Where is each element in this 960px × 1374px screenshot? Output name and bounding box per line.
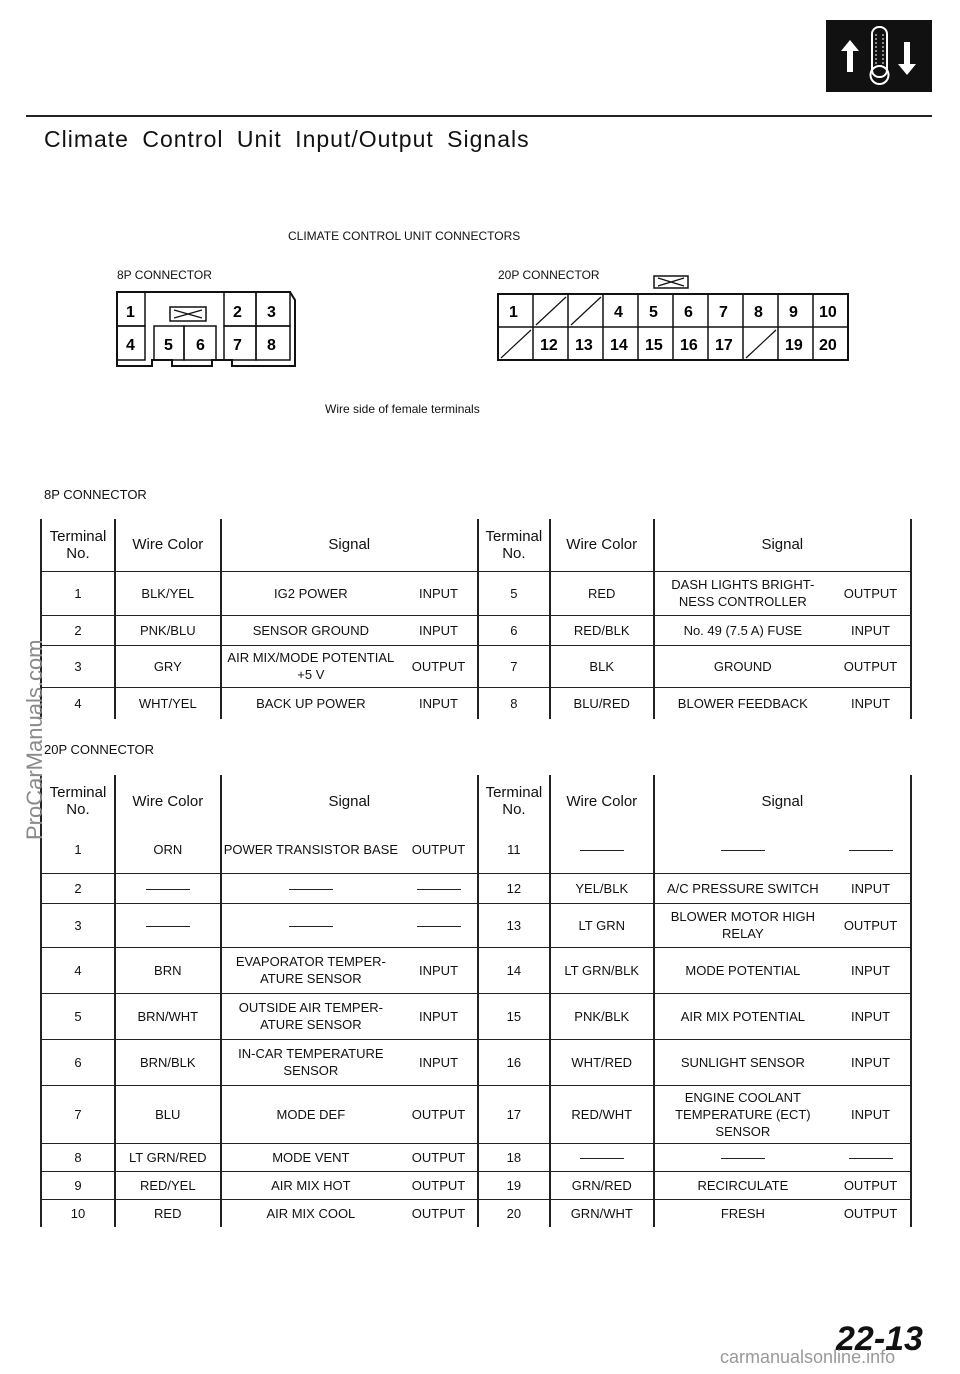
io-cell: INPUT <box>831 615 911 645</box>
climate-control-icon <box>826 20 932 92</box>
io-cell: INPUT <box>831 687 911 719</box>
connectors-title: CLIMATE CONTROL UNIT CONNECTORS <box>288 229 521 243</box>
terminal-cell: 15 <box>478 993 550 1039</box>
dash-mark <box>849 850 893 851</box>
terminal-cell: 1 <box>41 571 115 615</box>
signal-cell <box>221 903 400 947</box>
terminal-cell: 13 <box>478 903 550 947</box>
section-8p-title: 8P CONNECTOR <box>44 487 147 502</box>
wire-color-cell: LT GRN/BLK <box>550 947 654 993</box>
terminal-cell: 20 <box>478 1199 550 1227</box>
pin-8p-1: 1 <box>126 304 135 321</box>
pin-20p-7: 7 <box>719 304 728 321</box>
table-row <box>41 1171 911 1199</box>
table-row <box>41 993 911 1039</box>
wire-color-cell: GRN/RED <box>550 1171 654 1199</box>
pin-20p-9: 9 <box>789 304 798 321</box>
terminal-cell: 3 <box>41 645 115 687</box>
signal-cell: AIR MIX POTENTIAL <box>654 993 831 1039</box>
signal-cell: BLOWER FEEDBACK <box>654 687 831 719</box>
signal-cell <box>221 873 400 903</box>
wire-color-cell: RED/BLK <box>550 615 654 645</box>
wire-color-cell: RED/WHT <box>550 1085 654 1143</box>
wire-color-cell: PNK/BLU <box>115 615 221 645</box>
dash-mark <box>580 1158 624 1159</box>
io-cell: INPUT <box>831 947 911 993</box>
io-cell: OUTPUT <box>831 1171 911 1199</box>
io-cell: OUTPUT <box>400 645 478 687</box>
pin-20p-19: 19 <box>785 337 803 354</box>
wire-color-cell <box>115 873 221 903</box>
signal-cell: OUTSIDE AIR TEMPER- ATURE SENSOR <box>221 993 400 1039</box>
signal-cell <box>654 827 831 873</box>
terminal-cell: 6 <box>478 615 550 645</box>
wire-color-cell: LT GRN/RED <box>115 1143 221 1171</box>
io-cell: OUTPUT <box>400 1085 478 1143</box>
pin-20p-12: 12 <box>540 337 558 354</box>
dash-mark <box>146 926 190 927</box>
io-cell: INPUT <box>831 993 911 1039</box>
signal-cell: FRESH <box>654 1199 831 1227</box>
signal-cell: MODE VENT <box>221 1143 400 1171</box>
pin-8p-5: 5 <box>164 337 173 354</box>
terminal-cell: 12 <box>478 873 550 903</box>
io-cell: OUTPUT <box>831 571 911 615</box>
wire-color-cell: BRN/BLK <box>115 1039 221 1085</box>
terminal-cell: 4 <box>41 687 115 719</box>
wire-color-cell: BLU/RED <box>550 687 654 719</box>
connector-8p-diagram <box>112 290 302 370</box>
signal-cell <box>654 1143 831 1171</box>
wire-color-cell: RED/YEL <box>115 1171 221 1199</box>
pin-20p-6: 6 <box>684 304 693 321</box>
io-cell: INPUT <box>400 1039 478 1085</box>
pin-8p-3: 3 <box>267 304 276 321</box>
pin-20p-5: 5 <box>649 304 658 321</box>
wire-color-cell: RED <box>550 571 654 615</box>
wire-side-caption: Wire side of female terminals <box>325 402 480 416</box>
dash-mark <box>721 850 765 851</box>
pin-20p-14: 14 <box>610 337 628 354</box>
header-signal-2: Signal <box>654 775 911 827</box>
io-cell <box>831 827 911 873</box>
io-cell: OUTPUT <box>400 1171 478 1199</box>
page-title: Climate Control Unit Input/Output Signals <box>44 126 530 152</box>
table-row <box>41 687 911 719</box>
terminal-cell: 8 <box>478 687 550 719</box>
wire-color-cell: BLU <box>115 1085 221 1143</box>
io-cell: OUTPUT <box>831 1199 911 1227</box>
pin-20p-8: 8 <box>754 304 763 321</box>
wire-color-cell: GRN/WHT <box>550 1199 654 1227</box>
table-row <box>41 873 911 903</box>
wire-color-cell: BRN <box>115 947 221 993</box>
terminal-cell: 16 <box>478 1039 550 1085</box>
dash-mark <box>580 850 624 851</box>
terminal-cell: 6 <box>41 1039 115 1085</box>
terminal-cell: 14 <box>478 947 550 993</box>
terminal-cell: 11 <box>478 827 550 873</box>
watermark-bottom: carmanualsonline.info <box>720 1347 896 1367</box>
signal-cell: BACK UP POWER <box>221 687 400 719</box>
signal-cell: EVAPORATOR TEMPER- ATURE SENSOR <box>221 947 400 993</box>
pin-8p-7: 7 <box>233 337 242 354</box>
table-row <box>41 1143 911 1171</box>
wire-color-cell: BLK <box>550 645 654 687</box>
header-terminal-2: Terminal No. <box>478 519 550 571</box>
io-cell: OUTPUT <box>831 903 911 947</box>
terminal-cell: 3 <box>41 903 115 947</box>
header-signal: Signal <box>221 775 478 827</box>
table-row <box>41 571 911 615</box>
signal-cell: BLOWER MOTOR HIGH RELAY <box>654 903 831 947</box>
header-rule <box>26 115 932 117</box>
header-terminal: Terminal No. <box>41 519 115 571</box>
header-wire-color-2: Wire Color <box>550 775 654 827</box>
wire-color-cell <box>550 827 654 873</box>
dash-mark <box>721 1158 765 1159</box>
io-cell: INPUT <box>418 695 458 711</box>
signal-cell: POWER TRANSISTOR BASE <box>221 827 400 873</box>
header-wire-color: Wire Color <box>115 519 221 571</box>
header-signal-2: Signal <box>654 519 911 571</box>
table-row <box>41 947 911 993</box>
terminal-cell: 17 <box>478 1085 550 1143</box>
io-cell <box>831 1143 911 1171</box>
table-row <box>41 903 911 947</box>
signal-cell: A/C PRESSURE SWITCH <box>654 873 831 903</box>
signal-cell: MODE POTENTIAL <box>654 947 831 993</box>
terminal-cell: 2 <box>41 615 115 645</box>
header-wire-color: Wire Color <box>115 775 221 827</box>
terminal-cell: 4 <box>41 947 115 993</box>
signal-cell: DASH LIGHTS BRIGHT- NESS CONTROLLER <box>654 571 831 615</box>
pin-20p-16: 16 <box>680 337 698 354</box>
wire-color-cell: LT GRN <box>550 903 654 947</box>
wire-color-cell: YEL/BLK <box>550 873 654 903</box>
signal-cell: SENSOR GROUND <box>221 615 400 645</box>
signal-cell: GROUND <box>654 645 831 687</box>
io-cell <box>400 903 478 947</box>
pin-20p-13: 13 <box>575 337 593 354</box>
table-row <box>41 1085 911 1143</box>
wire-color-cell: WHT/RED <box>550 1039 654 1085</box>
signal-cell: IN-CAR TEMPERATURE SENSOR <box>221 1039 400 1085</box>
pin-20p-1: 1 <box>509 304 518 321</box>
io-cell: OUTPUT <box>400 1143 478 1171</box>
signal-cell: ENGINE COOLANT TEMPERATURE (ECT) SENSOR <box>654 1085 831 1143</box>
wire-color-cell: PNK/BLK <box>550 993 654 1039</box>
dash-mark <box>417 889 461 890</box>
io-cell: INPUT <box>400 947 478 993</box>
watermark-side: ProCarManuals.com <box>22 639 47 840</box>
pin-20p-10: 10 <box>819 304 837 321</box>
terminal-cell: 19 <box>478 1171 550 1199</box>
signal-cell: MODE DEF <box>221 1085 400 1143</box>
dash-mark <box>849 1158 893 1159</box>
wire-color-cell: ORN <box>115 827 221 873</box>
wire-color-cell: WHT/YEL <box>115 687 221 719</box>
wire-color-cell: GRY <box>115 645 221 687</box>
dash-mark <box>417 926 461 927</box>
pin-20p-4: 4 <box>614 304 623 321</box>
io-cell: OUTPUT <box>831 645 911 687</box>
signal-cell: AIR MIX HOT <box>221 1171 400 1199</box>
io-cell: INPUT <box>831 1039 911 1085</box>
pin-8p-8: 8 <box>267 337 276 354</box>
io-cell: INPUT <box>400 993 478 1039</box>
table-row <box>41 827 911 873</box>
pin-8p-4: 4 <box>126 337 135 354</box>
pin-20p-15: 15 <box>645 337 663 354</box>
connector-8p-label: 8P CONNECTOR <box>117 268 212 282</box>
signal-cell: AIR MIX/MODE POTENTIAL +5 V <box>221 645 400 687</box>
page-number: 22-13 <box>836 1320 923 1358</box>
io-cell: OUTPUT <box>400 827 478 873</box>
table-row <box>41 1039 911 1085</box>
signal-cell: AIR MIX COOL <box>221 1199 400 1227</box>
table-20p <box>40 775 912 1227</box>
terminal-cell: 5 <box>41 993 115 1039</box>
wire-color-cell <box>550 1143 654 1171</box>
io-cell: INPUT <box>400 571 478 615</box>
table-8p <box>40 519 912 719</box>
connector-20p-diagram <box>494 272 854 366</box>
header-terminal: Terminal No. <box>41 775 115 827</box>
terminal-cell: 7 <box>478 645 550 687</box>
wire-color-cell: BLK/YEL <box>115 571 221 615</box>
connector-20p-label: 20P CONNECTOR <box>498 268 600 282</box>
signal-cell: RECIRCULATE <box>654 1171 831 1199</box>
wire-color-cell: BRN/WHT <box>115 993 221 1039</box>
terminal-cell: 8 <box>41 1143 115 1171</box>
terminal-cell: 5 <box>478 571 550 615</box>
signal-cell: No. 49 (7.5 A) FUSE <box>654 615 831 645</box>
header-terminal-2: Terminal No. <box>478 775 550 827</box>
table-row <box>41 615 911 645</box>
io-cell: INPUT <box>400 615 478 645</box>
section-20p-title: 20P CONNECTOR <box>44 742 155 757</box>
pin-20p-20: 20 <box>819 337 837 354</box>
io-cell: INPUT <box>831 1085 911 1143</box>
table-row <box>41 645 911 687</box>
dash-mark <box>146 889 190 890</box>
header-signal: Signal <box>221 519 478 571</box>
terminal-cell: 2 <box>41 873 115 903</box>
signal-cell: IG2 POWER <box>221 571 400 615</box>
io-cell: INPUT <box>831 873 911 903</box>
io-cell <box>400 873 478 903</box>
pin-8p-2: 2 <box>233 304 242 321</box>
dash-mark <box>289 889 333 890</box>
pin-20p-17: 17 <box>715 337 733 354</box>
wire-color-cell <box>115 903 221 947</box>
table-row <box>41 1199 911 1227</box>
terminal-cell: 18 <box>478 1143 550 1171</box>
terminal-cell: 10 <box>41 1199 115 1227</box>
terminal-cell: 7 <box>41 1085 115 1143</box>
io-cell: OUTPUT <box>411 1205 466 1221</box>
signal-cell: SUNLIGHT SENSOR <box>654 1039 831 1085</box>
terminal-cell: 9 <box>41 1171 115 1199</box>
pin-8p-6: 6 <box>196 337 205 354</box>
terminal-cell: 1 <box>41 827 115 873</box>
header-wire-color-2: Wire Color <box>550 519 654 571</box>
wire-color-cell: RED <box>115 1199 221 1227</box>
dash-mark <box>289 926 333 927</box>
